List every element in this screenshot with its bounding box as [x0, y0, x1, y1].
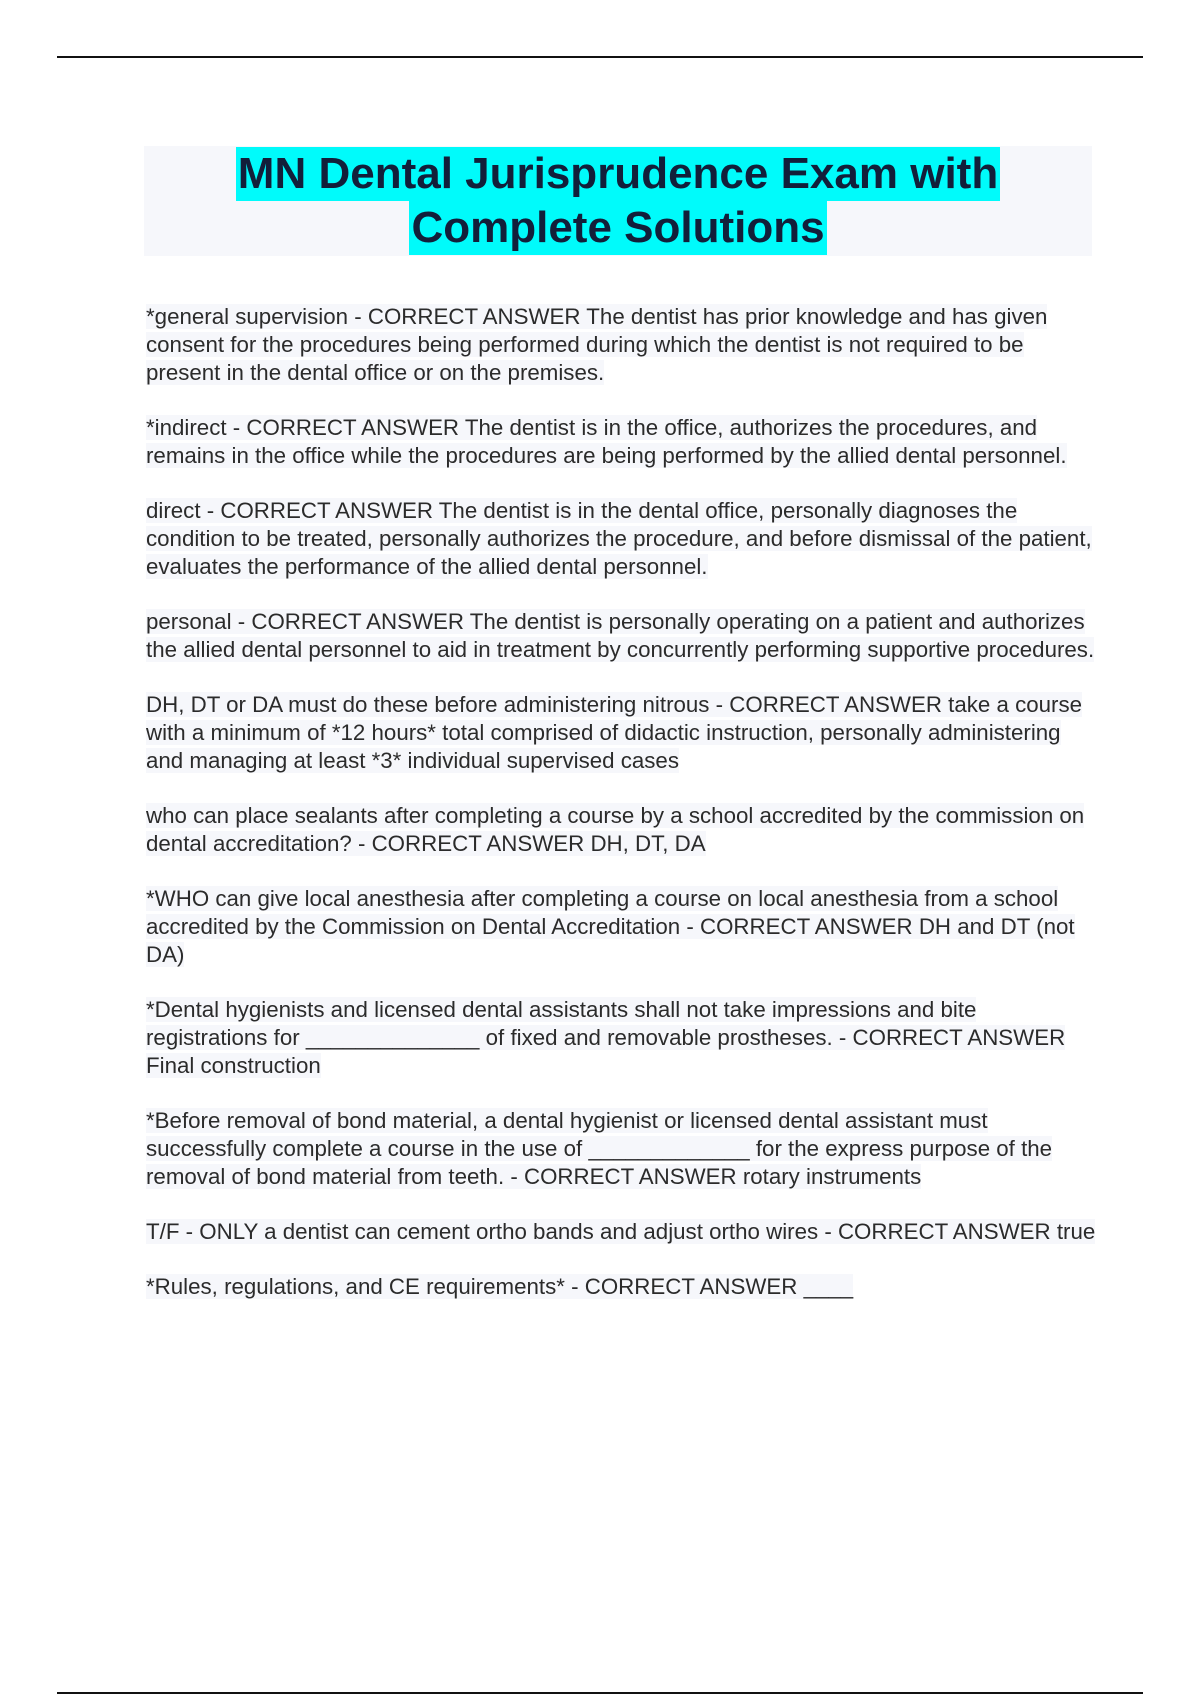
- qa-item: [146, 1273, 1096, 1301]
- qa-text: DH, DT or DA must do these before administering nitrous - CORRECT ANSWER take a course with a minimum of *12 hours* total comprised of didactic instruction, personally administering and managing at least *3* individual supervised cases: [146, 692, 1082, 773]
- qa-text: who can place sealants after completing a course by a school accredited by the commission on dental accreditation? - CORRECT ANSWER DH, DT, DA: [146, 803, 1085, 856]
- qa-text: *Dental hygienists and licensed dental assistants shall not take impressions and bite registrations for ______________ of fixed and removable prostheses. - CORRECT ANSWER Final construction: [146, 997, 1066, 1078]
- page-title-line-1: MN Dental Jurisprudence Exam with: [236, 147, 1000, 201]
- title-box: [144, 146, 1092, 256]
- qa-item: [146, 691, 1096, 775]
- qa-text: *Rules, regulations, and CE requirements* - CORRECT ANSWER ____: [146, 1274, 854, 1299]
- qa-item: [146, 885, 1096, 969]
- qa-text: *general supervision - CORRECT ANSWER The dentist has prior knowledge and has given consent for the procedures being performed during which the dentist is not required to be present in the dental office or on the premises.: [146, 304, 1048, 385]
- qa-text: *WHO can give local anesthesia after completing a course on local anesthesia from a school accredited by the Commission on Dental Accreditation - CORRECT ANSWER DH and DT (not DA): [146, 886, 1075, 967]
- qa-text: personal - CORRECT ANSWER The dentist is personally operating on a patient and authorizes the allied dental personnel to aid in treatment by concurrently performing supportive procedures.: [146, 609, 1095, 662]
- qa-item: [146, 608, 1096, 664]
- qa-item: [146, 303, 1096, 387]
- qa-item: [146, 1218, 1096, 1246]
- qa-item: [146, 414, 1096, 470]
- qa-text: direct - CORRECT ANSWER The dentist is in the dental office, personally diagnoses the condition to be treated, personally authorizes the procedure, and before dismissal of the patient, evaluates the performance of the allied dental personnel.: [146, 498, 1092, 579]
- qa-item: [146, 802, 1096, 858]
- bottom-rule: [57, 1692, 1143, 1694]
- qa-item: [146, 497, 1096, 581]
- qa-item: [146, 996, 1096, 1080]
- qa-text: T/F - ONLY a dentist can cement ortho bands and adjust ortho wires - CORRECT ANSWER true: [146, 1219, 1096, 1244]
- qa-item: [146, 1107, 1096, 1191]
- qa-list: [146, 303, 1096, 1328]
- page-title-line-2: Complete Solutions: [409, 201, 826, 255]
- qa-text: *indirect - CORRECT ANSWER The dentist is in the office, authorizes the procedures, and remains in the office while the procedures are being performed by the allied dental personnel.: [146, 415, 1067, 468]
- qa-text: *Before removal of bond material, a dental hygienist or licensed dental assistant must successfully complete a course in the use of _____________ for the express purpose of the removal of bond material from teeth. - CORRECT ANSWER rotary instruments: [146, 1108, 1053, 1189]
- top-rule: [57, 56, 1143, 58]
